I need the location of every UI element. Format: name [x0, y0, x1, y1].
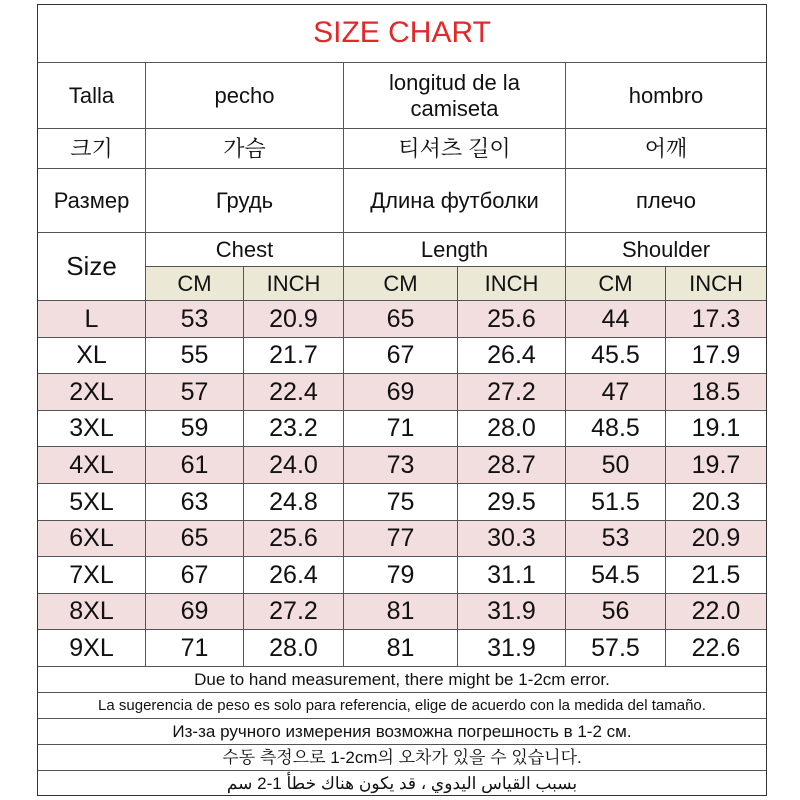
- lang-header-cell: pecho: [146, 63, 344, 129]
- measurement-note: بسبب القياس اليدوي ، قد يكون هناك خطأ 1-2 سم: [226, 774, 578, 794]
- size-label: 6XL: [38, 521, 146, 557]
- measurement-cell: 21.5: [666, 557, 766, 594]
- measurement-cell: 31.1: [458, 557, 566, 594]
- measurement-cell: 24.0: [244, 447, 344, 484]
- size-label: 9XL: [38, 630, 146, 667]
- size-label: 3XL: [38, 411, 146, 447]
- measurement-cell: 21.7: [244, 338, 344, 374]
- measurement-cell: 20.9: [666, 521, 766, 557]
- size-label: 5XL: [38, 484, 146, 521]
- size-header: Size: [38, 233, 146, 301]
- measurement-cell: 23.2: [244, 411, 344, 447]
- measurement-cell: 30.3: [458, 521, 566, 557]
- measurement-cell: 57: [146, 374, 244, 411]
- lang-header-cell: 크기: [38, 129, 146, 169]
- measurement-cell: 75: [344, 484, 458, 521]
- measurement-cell: 69: [146, 594, 244, 630]
- lang-header-cell: Talla: [38, 63, 146, 129]
- unit-header: CM: [566, 267, 666, 301]
- measurement-cell: 57.5: [566, 630, 666, 667]
- measurement-cell: 20.3: [666, 484, 766, 521]
- measurement-cell: 69: [344, 374, 458, 411]
- measurement-note: Due to hand measurement, there might be 1-2cm error.: [38, 667, 766, 693]
- size-chart-table: [37, 4, 767, 796]
- measurement-cell: 17.9: [666, 338, 766, 374]
- measurement-cell: 67: [146, 557, 244, 594]
- measurement-cell: 22.0: [666, 594, 766, 630]
- measurement-cell: 26.4: [244, 557, 344, 594]
- measurement-cell: 65: [344, 301, 458, 338]
- lang-header-cell: Размер: [38, 169, 146, 233]
- measurement-cell: 19.7: [666, 447, 766, 484]
- measure-group-header: Shoulder: [566, 233, 766, 267]
- unit-header: INCH: [666, 267, 766, 301]
- measurement-cell: 51.5: [566, 484, 666, 521]
- unit-header: CM: [146, 267, 244, 301]
- measurement-cell: 53: [566, 521, 666, 557]
- measurement-cell: 17.3: [666, 301, 766, 338]
- unit-header: INCH: [244, 267, 344, 301]
- measurement-cell: 31.9: [458, 630, 566, 667]
- lang-header-cell: hombro: [566, 63, 766, 129]
- measurement-cell: 18.5: [666, 374, 766, 411]
- measurement-cell: 81: [344, 630, 458, 667]
- lang-header-cell: Длина футболки: [344, 169, 566, 233]
- size-label: 7XL: [38, 557, 146, 594]
- unit-header: CM: [344, 267, 458, 301]
- chart-title: SIZE CHART: [38, 5, 766, 63]
- lang-header-cell: 가슴: [146, 129, 344, 169]
- lang-header-cell: 티셔츠 길이: [344, 129, 566, 169]
- measurement-cell: 65: [146, 521, 244, 557]
- measurement-cell: 27.2: [244, 594, 344, 630]
- measurement-cell: 22.4: [244, 374, 344, 411]
- measurement-note: La sugerencia de peso es solo para referencia, elige de acuerdo con la medida del tamaño.: [38, 693, 766, 719]
- measurement-cell: 53: [146, 301, 244, 338]
- measurement-cell: 50: [566, 447, 666, 484]
- lang-header-cell: плечо: [566, 169, 766, 233]
- measurement-cell: 29.5: [458, 484, 566, 521]
- measurement-cell: 27.2: [458, 374, 566, 411]
- measurement-cell: 31.9: [458, 594, 566, 630]
- measurement-cell: 47: [566, 374, 666, 411]
- measurement-cell: 55: [146, 338, 244, 374]
- lang-header-cell: Грудь: [146, 169, 344, 233]
- measurement-cell: 22.6: [666, 630, 766, 667]
- measurement-cell: 26.4: [458, 338, 566, 374]
- size-label: XL: [38, 338, 146, 374]
- measurement-cell: 45.5: [566, 338, 666, 374]
- measurement-cell: 56: [566, 594, 666, 630]
- measurement-cell: 25.6: [458, 301, 566, 338]
- measurement-cell: 54.5: [566, 557, 666, 594]
- size-label: 2XL: [38, 374, 146, 411]
- measurement-note: Из-за ручного измерения возможна погрешность в 1-2 см.: [38, 719, 766, 745]
- measurement-cell: 77: [344, 521, 458, 557]
- lang-header-cell: longitud de la camiseta: [344, 63, 566, 129]
- measure-group-header: Length: [344, 233, 566, 267]
- measurement-cell: 28.7: [458, 447, 566, 484]
- measurement-cell: 19.1: [666, 411, 766, 447]
- measurement-note: 수동 측정으로 1-2cm의 오차가 있을 수 있습니다.: [38, 745, 766, 771]
- measurement-cell: 79: [344, 557, 458, 594]
- size-label: 4XL: [38, 447, 146, 484]
- measurement-cell: 24.8: [244, 484, 344, 521]
- measurement-cell: 63: [146, 484, 244, 521]
- size-label: L: [38, 301, 146, 338]
- measurement-cell: 71: [146, 630, 244, 667]
- lang-header-cell: 어깨: [566, 129, 766, 169]
- size-label: 8XL: [38, 594, 146, 630]
- measurement-cell: 44: [566, 301, 666, 338]
- measurement-cell: 20.9: [244, 301, 344, 338]
- measurement-cell: 67: [344, 338, 458, 374]
- measurement-cell: 81: [344, 594, 458, 630]
- measurement-cell: 28.0: [458, 411, 566, 447]
- measurement-cell: 48.5: [566, 411, 666, 447]
- measure-group-header: Chest: [146, 233, 344, 267]
- measurement-cell: 25.6: [244, 521, 344, 557]
- measurement-cell: 61: [146, 447, 244, 484]
- measurement-cell: 73: [344, 447, 458, 484]
- measurement-cell: 59: [146, 411, 244, 447]
- measurement-cell: 28.0: [244, 630, 344, 667]
- unit-header: INCH: [458, 267, 566, 301]
- measurement-cell: 71: [344, 411, 458, 447]
